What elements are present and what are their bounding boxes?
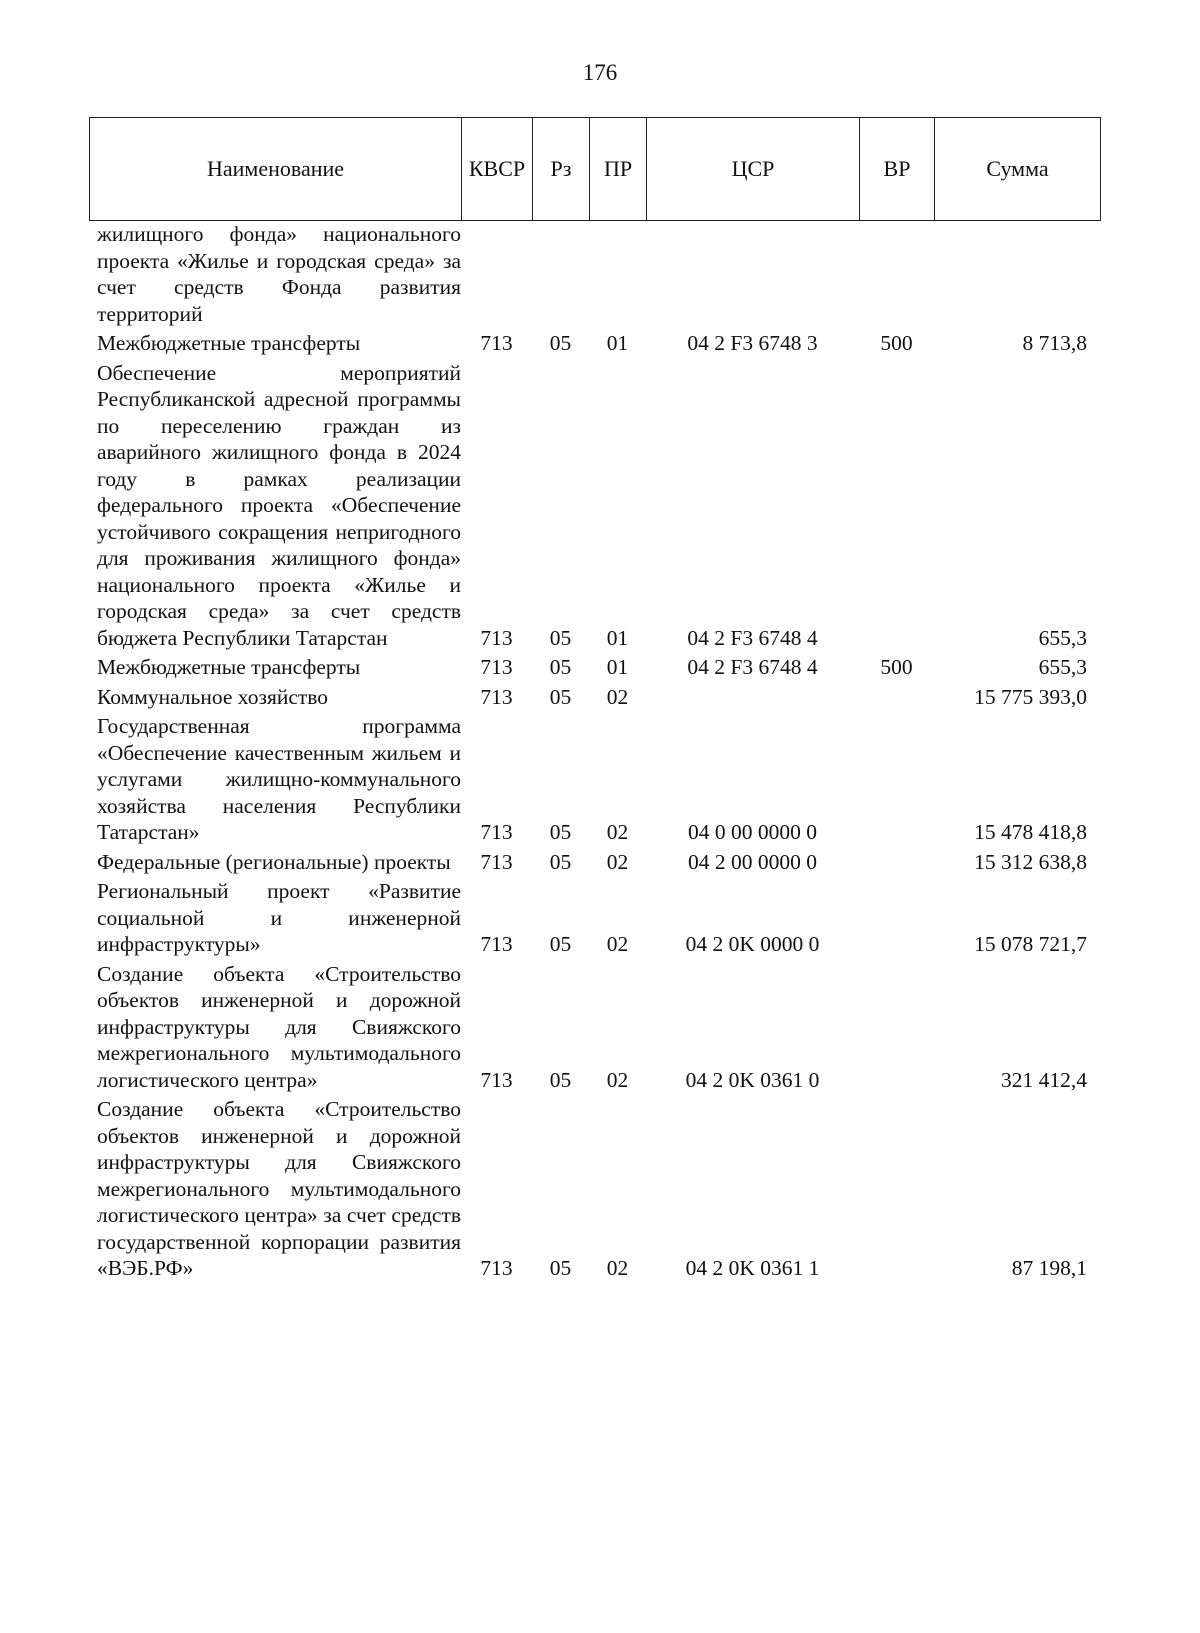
row-sum: 87 198,1 bbox=[1011, 1256, 1087, 1280]
column-header-pr: ПР bbox=[590, 118, 647, 220]
table-row bbox=[89, 849, 1101, 876]
row-pr: 02 bbox=[606, 932, 629, 956]
row-pr: 02 bbox=[606, 820, 629, 844]
row-csr: 04 2 F3 6748 3 bbox=[687, 331, 818, 355]
row-csr: 04 2 F3 6748 4 bbox=[687, 625, 818, 650]
row-kvsr: 713 bbox=[480, 625, 513, 650]
row-kvsr: 713 bbox=[480, 932, 513, 956]
table-row bbox=[89, 330, 1101, 357]
column-header-csr: ЦСР bbox=[647, 118, 860, 220]
row-rz: 05 bbox=[549, 331, 572, 355]
row-vr: 500 bbox=[880, 655, 913, 679]
row-name: Межбюджетные трансферты bbox=[97, 655, 361, 679]
row-sum: 8 713,8 bbox=[1022, 331, 1087, 355]
row-rz: 05 bbox=[549, 1067, 572, 1092]
row-csr: 04 2 F3 6748 4 bbox=[687, 655, 818, 679]
row-sum: 321 412,4 bbox=[1001, 1067, 1087, 1092]
row-kvsr: 713 bbox=[480, 849, 513, 874]
table-row bbox=[89, 878, 1101, 958]
column-header-kvsr: КВСР bbox=[462, 118, 533, 220]
row-rz: 05 bbox=[549, 684, 572, 709]
row-name: Федеральные (региональные) проекты bbox=[97, 849, 451, 874]
row-kvsr: 713 bbox=[480, 684, 513, 709]
row-kvsr: 713 bbox=[480, 820, 513, 844]
row-kvsr: 713 bbox=[480, 1067, 513, 1092]
row-name: Создание объекта «Строительство объектов инженерной и дорожной инфраструктуры для Свияжского межрегионального мультимодального логистического центра» за счет средств государственной корпорации развития «ВЭБ.РФ» bbox=[97, 1097, 461, 1280]
row-sum: 15 312 638,8 bbox=[974, 849, 1087, 874]
row-rz: 05 bbox=[549, 820, 572, 844]
column-header-vr: ВР bbox=[860, 118, 935, 220]
row-pr: 01 bbox=[606, 625, 629, 650]
table-row bbox=[89, 221, 1101, 327]
row-sum: 15 775 393,0 bbox=[974, 684, 1087, 709]
table-row bbox=[89, 654, 1101, 681]
row-sum: 655,3 bbox=[1038, 655, 1087, 679]
row-csr: 04 2 0K 0361 0 bbox=[685, 1067, 820, 1092]
row-rz: 05 bbox=[549, 849, 572, 874]
row-kvsr: 713 bbox=[480, 655, 513, 679]
row-csr: 04 2 0K 0361 1 bbox=[685, 1256, 820, 1280]
table-row bbox=[89, 961, 1101, 1094]
row-pr: 02 bbox=[606, 849, 629, 874]
row-name: Межбюджетные трансферты bbox=[97, 331, 361, 355]
row-pr: 01 bbox=[606, 655, 629, 679]
row-csr: 04 2 0K 0000 0 bbox=[685, 932, 820, 956]
row-pr: 01 bbox=[606, 331, 629, 355]
row-sum: 15 078 721,7 bbox=[974, 932, 1087, 956]
column-header-sum: Сумма bbox=[986, 156, 1049, 181]
table-body bbox=[89, 221, 1101, 1285]
row-name: Обеспечение мероприятий Республиканской адресной программы по переселению граждан из аварийного жилищного фонда в 2024 году в рамках реализации федерального проекта «Обеспечение устойчивого сокращения непригодного для проживания жилищного фонда» национального проекта «Жилье и городская среда» за счет средств бюджета Республики Татарстан bbox=[97, 360, 461, 650]
table-row bbox=[89, 713, 1101, 846]
row-sum: 15 478 418,8 bbox=[974, 820, 1087, 844]
row-sum: 655,3 bbox=[1038, 625, 1087, 650]
row-name: Региональный проект «Развитие социальной и инженерной инфраструктуры» bbox=[97, 879, 461, 956]
row-rz: 05 bbox=[549, 932, 572, 956]
page-number: 176 bbox=[582, 60, 618, 85]
row-csr: 04 2 00 0000 0 bbox=[688, 849, 817, 874]
table-row bbox=[89, 684, 1101, 711]
row-rz: 05 bbox=[549, 655, 572, 679]
row-rz: 05 bbox=[549, 1256, 572, 1280]
column-header-rz: Рз bbox=[533, 118, 590, 220]
table-row bbox=[89, 1096, 1101, 1282]
row-vr: 500 bbox=[880, 331, 913, 355]
row-kvsr: 713 bbox=[480, 1256, 513, 1280]
row-csr: 04 0 00 0000 0 bbox=[688, 820, 817, 844]
row-pr: 02 bbox=[606, 684, 629, 709]
row-name: Создание объекта «Строительство объектов инженерной и дорожной инфраструктуры для Свияжского межрегионального мультимодального логистического центра» bbox=[97, 961, 461, 1092]
table-row bbox=[89, 360, 1101, 652]
row-name: жилищного фонда» национального проекта «Жилье и городская среда» за счет средств Фонда развития территорий bbox=[97, 222, 461, 326]
row-name: Государственная программа «Обеспечение качественным жильем и услугами жилищно-коммунального хозяйства населения Республики Татарстан» bbox=[97, 714, 461, 844]
row-pr: 02 bbox=[606, 1256, 629, 1280]
row-rz: 05 bbox=[549, 625, 572, 650]
column-header-name: Наименование bbox=[90, 118, 462, 220]
row-kvsr: 713 bbox=[480, 331, 513, 355]
row-pr: 02 bbox=[606, 1067, 629, 1092]
table-header bbox=[89, 117, 1101, 221]
row-name: Коммунальное хозяйство bbox=[97, 684, 329, 709]
